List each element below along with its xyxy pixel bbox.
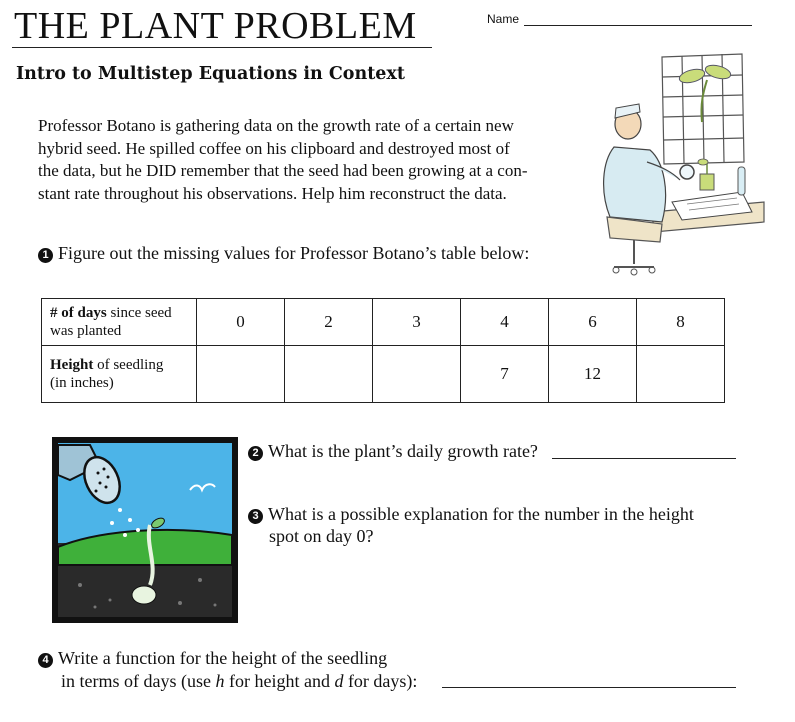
name-blank-line[interactable] (524, 25, 752, 26)
worksheet-subtitle: Intro to Multistep Equations in Context (16, 64, 405, 84)
height-cell: 12 (549, 346, 637, 403)
question-1-text: Figure out the missing values for Professor Botano’s table below: (58, 243, 530, 263)
intro-line: the data, but he DID remember that the seed had been growing at a con- (38, 161, 528, 180)
question-4-answer-line[interactable] (442, 687, 736, 688)
height-cell[interactable] (285, 346, 373, 403)
watering-can-seedling-illustration (50, 435, 240, 625)
question-3-text-line1: What is a possible explanation for the number in the height (268, 504, 694, 524)
height-cell[interactable] (197, 346, 285, 403)
question-3 (248, 503, 738, 547)
question-4-text-line2: in terms of days (use h for height and d for days): (61, 671, 418, 691)
days-cell: 4 (461, 299, 549, 346)
question-2-text: What is the plant’s daily growth rate? (268, 441, 538, 461)
height-row (42, 346, 725, 403)
height-cell: 7 (461, 346, 549, 403)
days-row (42, 299, 725, 346)
days-cell: 6 (549, 299, 637, 346)
question-number-badge: 2 (248, 446, 263, 461)
height-row-header: Height of seedling (in inches) (42, 346, 197, 403)
question-2-answer-line[interactable] (552, 458, 736, 459)
question-1 (38, 243, 529, 264)
intro-line: Professor Botano is gathering data on the growth rate of a certain new (38, 116, 514, 135)
days-cell: 0 (197, 299, 285, 346)
worksheet-title: THE PLANT PROBLEM (14, 5, 417, 47)
question-number-badge: 3 (248, 509, 263, 524)
days-cell: 8 (637, 299, 725, 346)
scientist-with-plant-illustration (592, 52, 767, 280)
question-4 (38, 647, 417, 693)
question-2 (248, 441, 538, 462)
intro-paragraph (38, 115, 593, 205)
question-4-text-line1: Write a function for the height of the seedling (58, 648, 388, 668)
intro-line: hybrid seed. He spilled coffee on his clipboard and destroyed most of (38, 138, 510, 158)
height-cell[interactable] (637, 346, 725, 403)
question-3-text-line2: spot on day 0? (269, 526, 374, 546)
title-underline (12, 47, 432, 48)
question-number-badge: 4 (38, 653, 53, 668)
days-cell: 2 (285, 299, 373, 346)
height-cell[interactable] (373, 346, 461, 403)
growth-data-table (41, 298, 725, 403)
days-cell: 3 (373, 299, 461, 346)
intro-line: stant rate throughout his observations. Help him reconstruct the data. (38, 183, 507, 203)
name-label: Name (487, 12, 520, 26)
question-number-badge: 1 (38, 248, 53, 263)
days-row-header: # of days since seed was planted (42, 299, 197, 346)
